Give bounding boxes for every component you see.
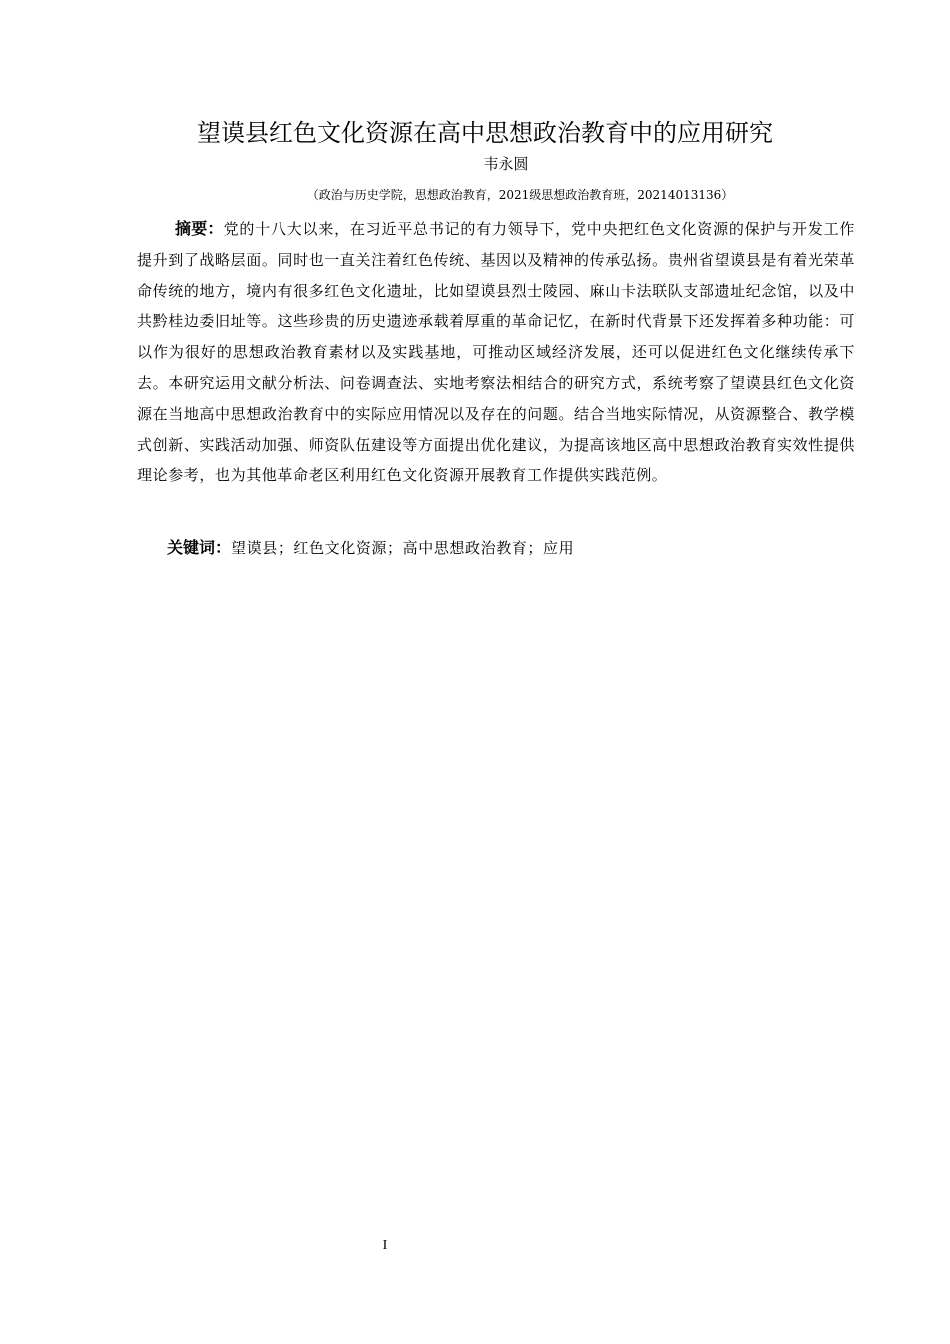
abstract-paragraph [137, 214, 855, 491]
abstract-label: 摘要： [175, 219, 224, 238]
author-name: 韦永圆 [483, 155, 529, 173]
keywords-paragraph [137, 533, 855, 563]
paper-title: 望谟县红色文化资源在高中思想政治教育中的应用研究 [197, 119, 773, 147]
abstract-text: 党的十八大以来，在习近平总书记的有力领导下，党中央把红色文化资源的保护与开发工作提升到了战略层面。同时也一直关注着红色传统、基因以及精神的传承弘扬。贵州省望谟县是有着光荣革命传统的地方，境内有很多红色文化遗址，比如望谟县烈士陵园、麻山卡法联队支部遗址纪念馆，以及中共黔桂边委旧址等。这些珍贵的历史遗迹承载着厚重的革命记忆，在新时代背景下还发挥着多种功能：可以作为很好的思想政治教育素材以及实践基地，可推动区域经济发展，还可以促进红色文化继续传承下去。本研究运用文献分析法、问卷调查法、实地考察法相结合的研究方式，系统考察了望谟县红色文化资源在当地高中思想政治教育中的实际应用情况以及存在的问题。结合当地实际情况，从资源整合、教学模式创新、实践活动加强、师资队伍建设等方面提出优化建议，为提高该地区高中思想政治教育实效性提供理论参考，也为其他革命老区利用红色文化资源开展教育工作提供实践范例。 [137, 220, 855, 485]
author-affiliation: （政治与历史学院，思想政治教育，2021级思想政治教育班，20214013136） [306, 188, 734, 202]
keywords-text: 望谟县；红色文化资源；高中思想政治教育；应用 [231, 539, 575, 557]
page-number: I [382, 1238, 388, 1253]
keywords-label: 关键词： [167, 538, 232, 557]
